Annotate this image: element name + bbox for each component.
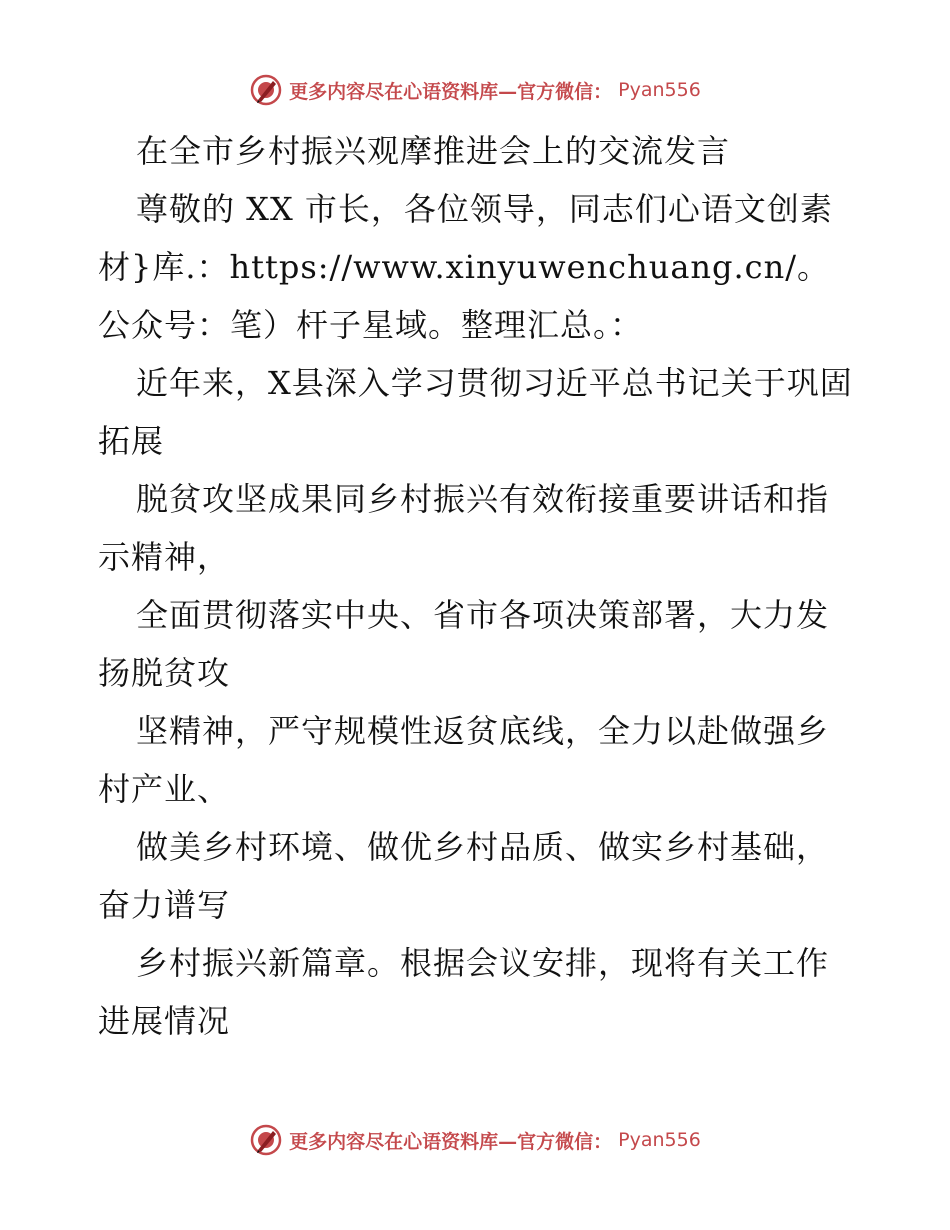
watermark-wechat-id: Pyan556 [618,79,701,101]
document-title: 在全市乡村振兴观摩推进会上的交流发言 [136,132,731,170]
body-paragraph: 脱贫攻坚成果同乡村振兴有效衔接重要讲话和指示精神， [98,480,830,576]
watermark-wechat-id: Pyan556 [618,1129,701,1151]
document-body [98,122,858,1050]
salutation-paragraph: 尊敬的 XX 市长，各位领导，同志们心语文创素材}库.：https://www.xinyuwenchuang.cn/。公众号：笔）杆子星域。整理汇总。： [98,190,833,344]
body-paragraph: 乡村振兴新篇章。根据会议安排，现将有关工作进展情况 [98,944,830,1040]
watermark-header [0,70,950,110]
pen-logo-icon [249,73,283,107]
pen-logo-icon [249,1123,283,1157]
watermark-footer [0,1120,950,1160]
watermark-text: 更多内容尽在心语资料库—官方微信： [289,80,613,103]
body-paragraph: 近年来，X县深入学习贯彻习近平总书记关于巩固拓展 [98,364,853,460]
body-paragraph: 全面贯彻落实中央、省市各项决策部署，大力发扬脱贫攻 [98,596,830,692]
body-paragraph: 坚精神，严守规模性返贫底线，全力以赴做强乡村产业、 [98,712,830,808]
watermark-text: 更多内容尽在心语资料库—官方微信： [289,1130,613,1153]
body-paragraph: 做美乡村环境、做优乡村品质、做实乡村基础，奋力谱写 [98,828,830,924]
